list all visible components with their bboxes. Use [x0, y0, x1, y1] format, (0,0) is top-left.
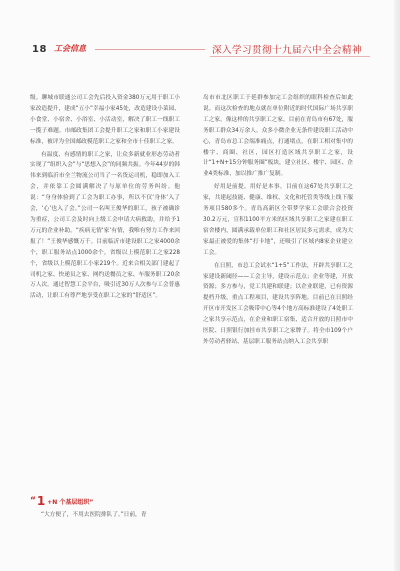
subheading-text: +N 个基层组织”	[47, 498, 94, 506]
header-rule-left	[95, 49, 205, 50]
paragraph: 好用是前提，用好是本事。目前在这67处共享职工之家，共建起技能、健康、维权、文化和托管类等线上线下服务项目580多个。青岛高新区仝带梦学家工会联合会投资30.2万元，宣积1100平方米的区域共享职工之家建在职工宿舍楼内，圆满承载单位职工和社区居民多元需求，成为大家最正被爱的集体“打卡地”，还吸引了区域内8家企业建立工会。	[203, 184, 353, 256]
paragraph: 岛市市北区职工于延群参加完工会组织的眼科检查后如此说。而这次检查的地点就在单位附近的时代国际广场共享职工之家。像这样的共享职工之家，目前在青岛市有67处，服务职工群众34万余人。众多小微企业无条件建设职工活动中心，青岛市总工会端准痛点，打通堵点，在职工相对集中的楼宇、商圈、社区，园区打造区域共享职工之家，设计“1+N+15分钟服务圈”板块，建立社区、楼宇、园区、企业4类标准，加以推广推广复制。	[203, 95, 353, 178]
page-header	[0, 0, 400, 60]
paragraph: “大方便了，不用去医院排队了。”日前，青	[41, 512, 147, 518]
left-column	[30, 93, 180, 304]
right-column	[203, 93, 353, 350]
page-spine-shadow	[394, 0, 400, 571]
left-column-bottom	[30, 510, 180, 521]
subheading	[30, 494, 93, 508]
magazine-logo: 工会信息	[54, 44, 86, 53]
page-number: 18	[32, 44, 47, 55]
paragraph: 在日照，市总工会试水“1+5”工作法，开辟共享职工之家建设新阈径——工会主导，建设示范点；企业等建，开放资源；多方参与，党工共建和联建；以企业联建，已有资源提档升级，重点工程项目，建设共享阵地。目前已在日照经开区市开发区工会吸带中心等4个地方高标准建设了4处职工之家共享示范点，在企业和职工宿集、适合开放的日照市中医院、日照银行加挂市共享职工之家牌子。将全市109个户外劳动者驿站、基层职工服务站点纳入工会共享职	[203, 262, 353, 345]
section-title: 深入学习贯彻十九届六中全会精神	[212, 45, 363, 56]
paragraph: 级。聊城市联通公司工会先后投入资金380万元用于职工小家改造提升，建成“五小”幸福小家45处，改造建设小菜园、小食堂、小宿舍、小浴室、小活动室，解决了职工一线职工一揽子难题。市邮政集团工会提升职工之家和职工小家建设标准，被评为全国邮政模范职工之家和全市十佳职工之家。	[30, 95, 180, 145]
subheading-quote: “	[30, 496, 36, 506]
subheading-number: 1	[36, 494, 46, 508]
paragraph: 有温度、有感情的职工之家，让众多新就业形态劳动者实现了“组织入会”与“思想入会”的同频共振。今年44岁的韩伟来到临沂市全兰物流公司当了一名货运司机，稳即加入工会，并依靠工会圆满解决了与原单位的劳务纠纷。他说：“身身体验到了工会为职工办事，所以不仅‘身体’入了会，‘心’也入了会。”公司一名叫王俊华的职工，孩子被确诊为重症，公司工会及时向上级工会申请大病救助，并给予1万元的企业补助。“疾病无情‘家’有情，我唯有努力工作来回报了！”王俊华感慨万千。目前临沂市建设职工之家4000余个，职工服务站点1000余个，省级以上模范职工之家228个，省级以上模范职工小家219个。近来合相关部门建起了司机之家、快递员之家、网约送餐员之家、车服务职工20余万人次。通过智慧工会平台，吸引近30万人次参与工会普惠活动，让职工有尊严地享受在职工之家的“舒适区”。	[30, 151, 180, 300]
header-rule-right	[210, 56, 370, 57]
